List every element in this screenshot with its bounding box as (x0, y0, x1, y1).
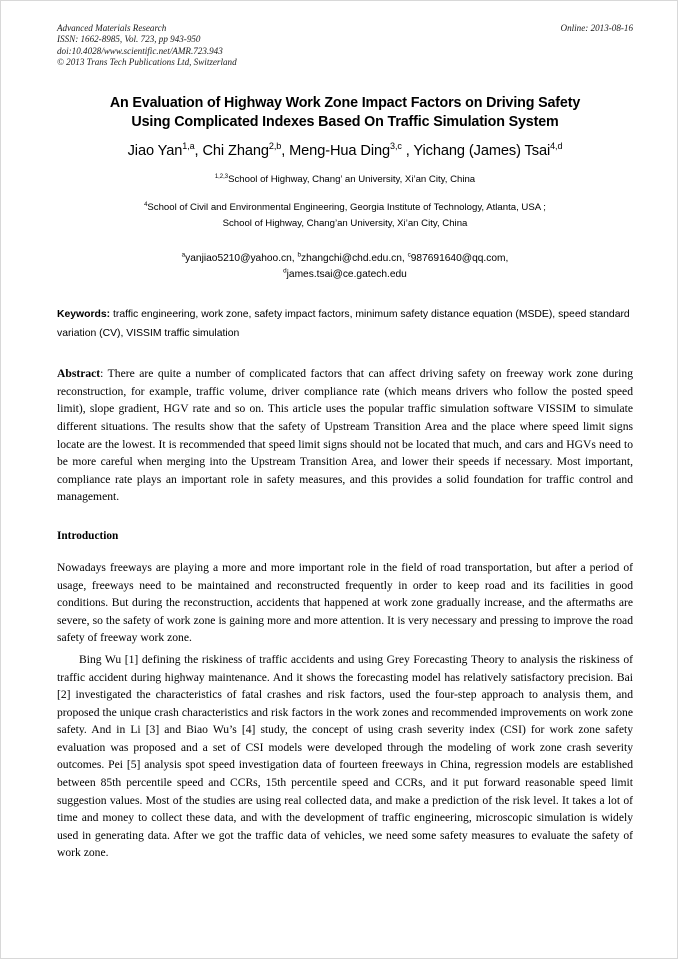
email-address-b[interactable]: zhangchi@chd.edu.cn, (300, 253, 408, 265)
keywords-text: traffic engineering, work zone, safety impact factors, minimum safety distance equation (MSDE), speed standard variation (CV), VISSIM traffic simulation (57, 309, 630, 340)
author-separator-2: , (281, 143, 290, 160)
email-address-c[interactable]: 987691640@qq.com, (410, 253, 509, 265)
affiliation-1 (57, 172, 633, 187)
author-marks-3: 3,c (390, 141, 402, 152)
author-name-3: Meng-Hua Ding (289, 143, 391, 160)
email-address-d[interactable]: james.tsai@ce.gatech.edu (286, 268, 407, 280)
email-line-1 (57, 251, 633, 267)
author-marks-2: 2,b (268, 141, 282, 152)
email-line-2 (57, 267, 633, 283)
journal-doi: doi:10.4028/www.scientific.net/AMR.723.943 (57, 45, 223, 56)
email-mark-d: d (283, 267, 287, 275)
author-name-2: Chi Zhang (202, 143, 269, 160)
affiliation-2-text: School of Civil and Environmental Engineering, Georgia Institute of Technology, Atlanta, USA ; (147, 202, 546, 214)
section-heading-introduction: Introduction (57, 529, 119, 542)
keywords-label: Keywords: (57, 309, 111, 321)
author-separator-3: , (401, 143, 414, 160)
abstract-block (57, 365, 633, 506)
journal-issn: ISSN: 1662-8985, Vol. 723, pp 943-950 (57, 34, 201, 45)
paper-title-line-1: An Evaluation of Highway Work Zone Impact Factors on Driving Safety (109, 95, 581, 112)
author-name-4: Yichang (James) Tsai (413, 143, 551, 160)
abstract-text: : There are quite a number of complicated factors that can affect driving safety on freeway work zone during reconstruction, for example, traffic volume, driver compliance rate (which means drivers who follow the posted speed limit), slope gradient, HGV rate and so on. This article uses the popular traffic simulation software VISSIM to simulate different situations. The results show that the safety of Upstream Transition Area and the place where speed limit signs locate are the lowest. It is recommended that speed limit signs should not be located that much, and cars and HGVs need to be more careful when merging into the Upstream Transition Area, and lower their speeds if necessary. Most important, compliance rate plays an important role in safety measures, and this provides a solid foundation for traffic control and management. (57, 367, 633, 504)
journal-header (57, 23, 633, 68)
affiliation-2 (57, 200, 633, 215)
online-date: Online: 2013-08-16 (560, 23, 633, 33)
introduction-paragraph-1: Nowadays freeways are playing a more and more important role in the field of road transportation, but after a period of usage, freeways need to be maintained and reconstructed frequently in order to keep road and its facilities in good conditions. But during the reconstruction, accidents that happened at work zone gradually increase, and the aftermaths are severe, so the safety of work zone is gaining more and more attention. It is very necessary and pressing to improve the road safety of freeway work zone. (57, 560, 633, 645)
page-title (67, 94, 623, 131)
affiliation-3-text: School of Highway, Chang’an University, Xi’an City, China (222, 218, 468, 230)
affiliation-1-text: School of Highway, Chang’ an University, Xi’an City, China (228, 174, 476, 186)
paper-title-line-2: Using Complicated Indexes Based On Traffic Simulation System (131, 113, 559, 130)
affiliation-2-marks: 4 (144, 202, 148, 208)
author-marks-4: 4,d (550, 141, 563, 152)
author-marks-1: 1,a (182, 141, 195, 152)
email-mark-b: b (297, 251, 301, 259)
journal-header-left (57, 23, 487, 68)
affiliation-1-marks: 1,2,3 (214, 174, 229, 180)
introduction-paragraph-2: Bing Wu [1] defining the riskiness of traffic accidents and using Grey Forecasting Theory to analysis the riskiness of traffic accident during highway maintenance. And it shows the forecasting model has relatively satisfactory precision. Bai [2] investigated the characteristics of fatal crashes and risk factors, used the four-step approach to analysis them, and proposed the unique crash characteristics and risk factors in the work zones and recommended improvements on work zone safety. And in Li [3] and Biao Wu’s [4] study, the concept of using crash severity index (CSI) for work zone safety evaluation was proposed and a set of CSI models were developed through the modeling of work zone crash severity outcomes. Pei [5] analysis spot speed investigation data of fourteen freeways in China, regression models are established between 85th percentile speed and CCRs, 15th percentile speed and CCRs, and it put forward reasonable speed limit suggestion values. Most of the studies are using real collected data, and make a prediction of the risk level. It takes a lot of time and money to collect these data, and with the development of traffic engineering, microscopic simulation is widely used in generating data. After we got the traffic data of vehicles, we need some safety measures to evaluate the safety of work zone. (57, 652, 633, 860)
journal-copyright: © 2013 Trans Tech Publications Ltd, Switzerland (57, 56, 237, 67)
author-separator-1: , (194, 143, 203, 160)
abstract-label: Abstract (57, 367, 101, 381)
affiliation-3 (57, 216, 633, 231)
email-mark-a: a (181, 251, 186, 259)
author-list (57, 142, 633, 161)
author-name-1: Jiao Yan (127, 143, 183, 160)
keywords-block (57, 305, 633, 343)
email-mark-c: c (407, 251, 411, 259)
email-address-a[interactable]: yanjiao5210@yahoo.cn, (185, 253, 298, 265)
journal-name: Advanced Materials Research (57, 23, 167, 33)
